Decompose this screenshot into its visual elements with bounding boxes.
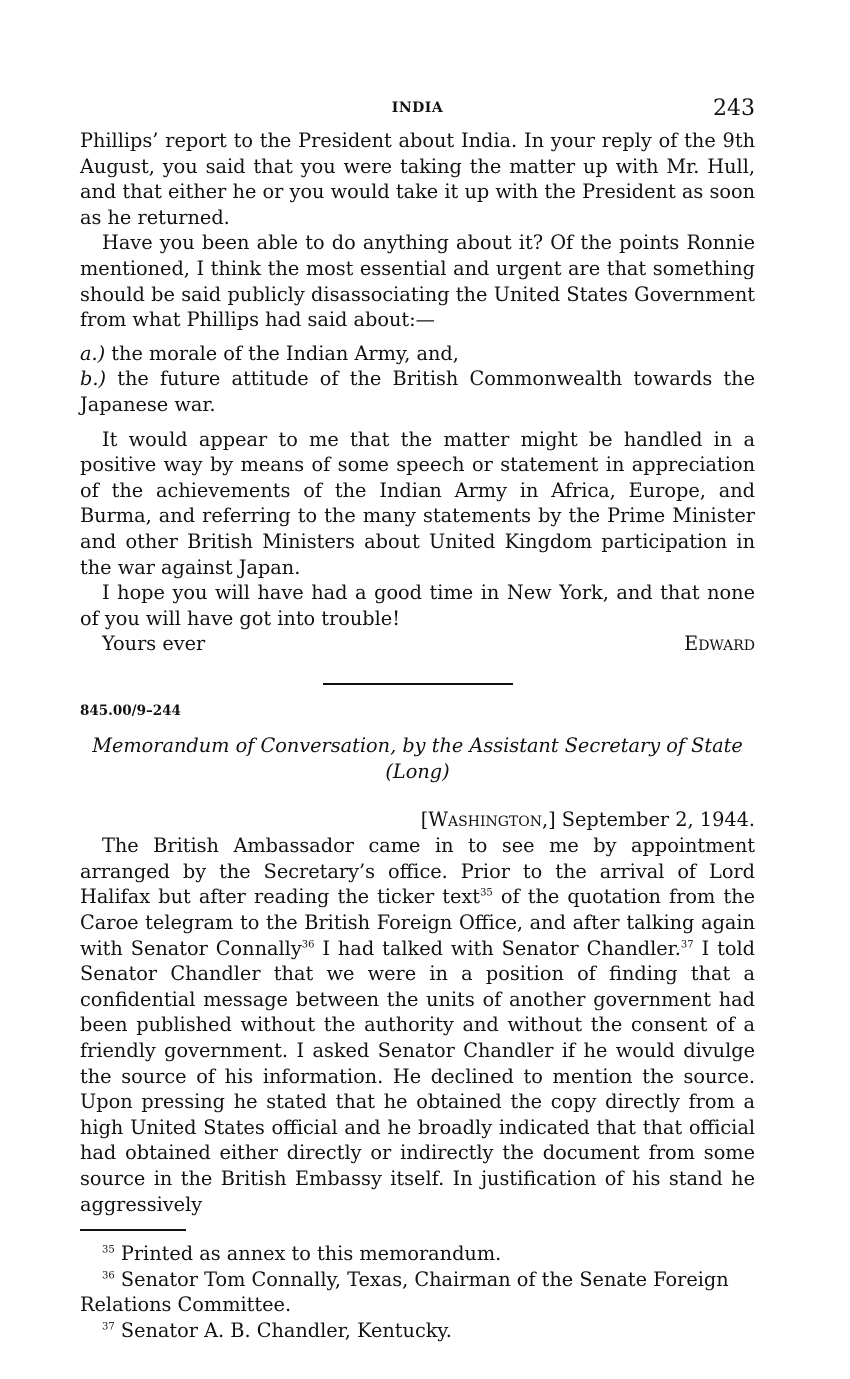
memo-body-text: of the quotation from the Caroe telegram to the British Foreign Office, and after talking again with Senator Connally <box>80 885 756 960</box>
letter-paragraph-3: It would appear to me that the matter might be handled in a positive way by means of some speech or statement in appreciation of the achievements of the Indian Army in Africa, Europe, and Burma, and referring to the many statements by the Prime Minister and other British Ministers about United Kingdom participation in the war against Japan. <box>80 427 755 579</box>
footnote-ref-35: 35 <box>480 888 493 900</box>
footnotes <box>80 1241 755 1343</box>
footnote-35 <box>80 1241 755 1267</box>
letter-signoff <box>80 631 755 657</box>
list-item <box>80 341 755 367</box>
page-number: 243 <box>713 96 755 121</box>
date-place: [Washington,] <box>420 808 556 832</box>
memo-title-line-1: Memorandum of Conversation, by the Assistant Secretary of State <box>92 734 743 758</box>
footnote-rule <box>80 1229 186 1231</box>
letter-list <box>80 341 755 418</box>
memo-body-text: The British Ambassador came in to see me by appointment arranged by the Secretary’s office. Prior to the arrival of Lord Halifax but after reading the ticker text <box>80 834 755 909</box>
memo-title-line-2: (Long) <box>385 760 450 784</box>
closing: Yours ever <box>102 632 206 656</box>
footnote-text: Printed as annex to this memorandum. <box>114 1242 502 1266</box>
memo-title <box>80 733 755 785</box>
list-item-key: b.) <box>80 367 106 391</box>
letter-paragraph-2: Have you been able to do anything about it? Of the points Ronnie mentioned, I think the most essential and urgent are that something should be said publicly disassociating the United States Government from what Phillips had said about:— <box>80 231 755 332</box>
footnote-text: Senator A. B. Chandler, Kentucky. <box>114 1318 452 1342</box>
footnote-mark: 35 <box>102 1244 115 1256</box>
list-item-key: a.) <box>80 341 106 365</box>
running-head: INDIA <box>391 100 444 116</box>
list-item-text: the future attitude of the British Commonwealth towards the Japanese war. <box>80 367 755 416</box>
document-page <box>80 92 755 1344</box>
footnote-37 <box>80 1318 755 1344</box>
footnote-ref-37: 37 <box>680 939 694 951</box>
dateline <box>80 807 755 833</box>
signature: Edward <box>684 632 755 656</box>
list-item-text: the morale of the Indian Army, and, <box>105 341 459 365</box>
page-header <box>80 92 755 128</box>
footnote-36 <box>80 1267 755 1318</box>
section-divider <box>323 683 513 685</box>
footnote-text: Senator Tom Connally, Texas, Chairman of the Senate Foreign Relations Committee. <box>80 1267 729 1317</box>
letter-paragraph-1: Phillips’ report to the President about India. In your reply of the 9th August, you said that you were taking the matter up with Mr. Hull, and that either he or you would take it up with the President as soon as he returned. <box>80 129 755 229</box>
document-number: 845.00/9–244 <box>80 703 181 720</box>
letter-paragraph-4: I hope you will have had a good time in New York, and that none of you will have got into trouble! <box>80 581 755 630</box>
footnote-mark: 37 <box>102 1321 115 1333</box>
date: September 2, 1944. <box>555 808 755 832</box>
footnote-mark: 36 <box>102 1270 115 1282</box>
memo-body <box>80 833 755 1217</box>
list-item <box>80 366 755 417</box>
memo-body-text: I told Senator Chandler that we were in a position of finding that a confidential message between the units of another government had been published without the authority and without the consent of a friendly government. I asked Senator Chandler if he would divulge the source of his information. He declined to mention the source. Upon pressing he stated that he obtained the copy directly from a high United States official and he broadly indicated that that official had obtained either directly or indirectly the document from some source in the British Embassy itself. In justification of his stand he aggressively <box>80 936 755 1216</box>
footnote-ref-36: 36 <box>301 939 315 951</box>
memo-body-text: I had talked with Senator Chandler. <box>314 936 681 960</box>
